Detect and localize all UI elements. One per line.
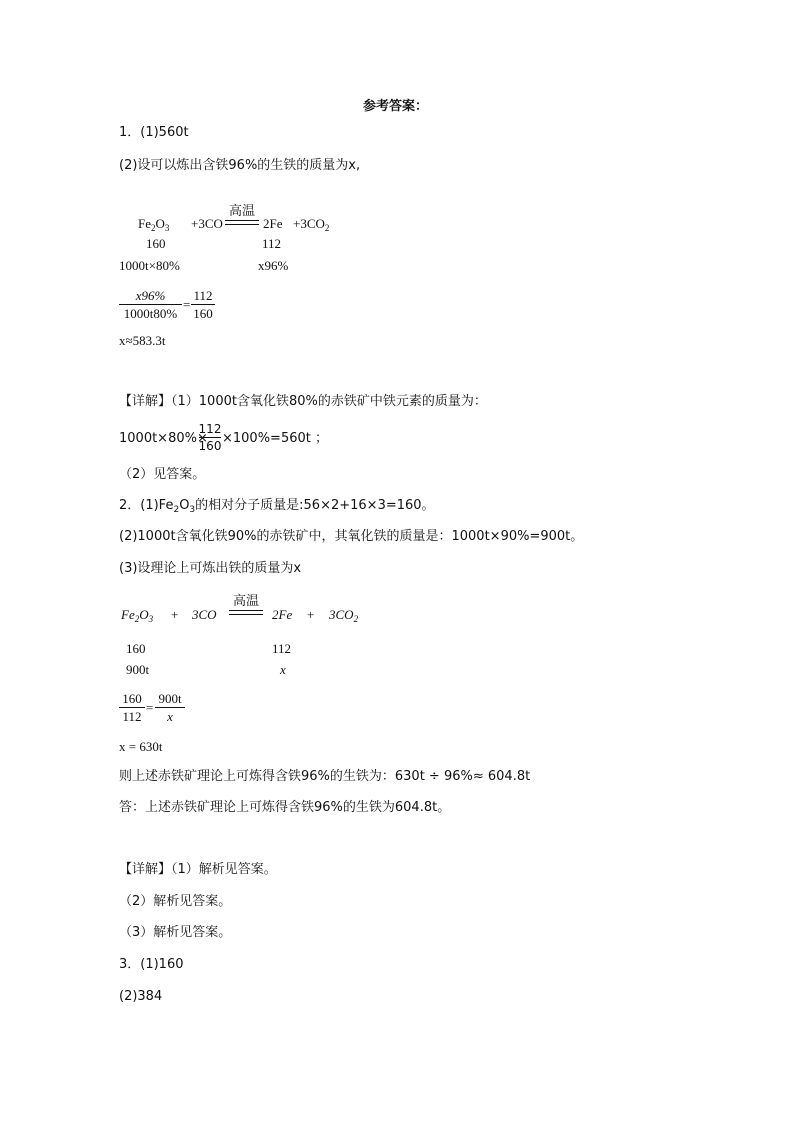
q1-fraction-right: 112 160 <box>191 289 215 320</box>
q1-part1: 1．(1)560t <box>119 125 189 140</box>
q2-unknown-mass: x <box>280 662 286 677</box>
q3-part2: (2)384 <box>119 989 163 1004</box>
q2-eq-fe: 2Fe <box>272 607 293 622</box>
q2-fraction-right: 900t x <box>155 692 185 723</box>
q1-eq-condition: 高温 <box>225 205 259 225</box>
q2-detail-line2: （2）解析见答案。 <box>119 894 232 909</box>
q1-detail-calc-b: ×100%=560t ； <box>222 431 328 446</box>
q2-eq-condition: 高温 <box>229 595 263 615</box>
page-title: 参考答案： <box>363 99 429 114</box>
q2-mass-112: 112 <box>272 641 292 656</box>
q2-answer: 答：上述赤铁矿理论上可炼得含铁96%的生铁为604.8t。 <box>119 800 451 815</box>
q1-unknown-mass: x96% <box>258 258 289 273</box>
q2-eq-plus1: + <box>171 607 179 622</box>
q2-mass-160: 160 <box>126 641 146 656</box>
q1-detail-line2: （2）见答案。 <box>119 467 206 482</box>
q1-given-mass: 1000t×80% <box>119 258 180 273</box>
q2-part1: 2．$(1)Fe_2O_3$的相对分子质量是:56×2+16×3=160。 <box>119 498 435 515</box>
q1-detail-calc-a: 1000t×80%× <box>119 431 208 446</box>
q1-detail-line1: 【详解】（1）1000t含氧化铁80%的赤铁矿中铁元素的质量为： <box>119 394 487 409</box>
q2-detail-line3: （3）解析见答案。 <box>119 925 232 940</box>
q1-equals: = <box>183 297 191 312</box>
q1-mass-160: 160 <box>146 236 166 251</box>
q2-conversion: 则上述赤铁矿理论上可炼得含铁96%的生铁为：630t ÷ 96%≈ 604.8t <box>119 769 531 784</box>
q1-eq-co2: $+3CO_2$ <box>293 216 330 233</box>
q2-equals: = <box>146 700 154 715</box>
q1-eq-co: +3CO <box>191 216 223 231</box>
q2-eq-co: 3CO <box>192 607 217 622</box>
q1-eq-fe2o3: $Fe_2O_3$ <box>138 216 170 233</box>
q2-result: x = 630t <box>119 739 163 754</box>
q2-eq-fe2o3: $Fe_2O_3$ <box>121 607 154 624</box>
q2-eq-plus2: + <box>307 607 315 622</box>
q1-result: x≈583.3t <box>119 333 166 348</box>
q1-eq-fe: 2Fe <box>263 216 283 231</box>
q2-part2: (2)1000t含氧化铁90%的赤铁矿中，其氧化铁的质量是：1000t×90%=900t。 <box>119 529 584 544</box>
q2-detail-line1: 【详解】（1）解析见答案。 <box>119 862 277 877</box>
q2-fraction-left: 160 112 <box>119 692 145 723</box>
q2-given-mass: 900t <box>126 662 150 677</box>
q2-eq-co2: $3CO_2$ <box>329 607 359 624</box>
q2-part3-setup: (3)设理论上可炼出铁的质量为x <box>119 561 302 576</box>
q1-fraction-left: x96% 1000t80% <box>119 289 182 320</box>
q1-part2-setup: (2)设可以炼出含铁96%的生铁的质量为x, <box>119 158 361 173</box>
q1-detail-fraction: 112 160 <box>198 422 222 453</box>
q1-mass-112: 112 <box>262 236 282 251</box>
q3-part1: 3．(1)160 <box>119 957 184 972</box>
